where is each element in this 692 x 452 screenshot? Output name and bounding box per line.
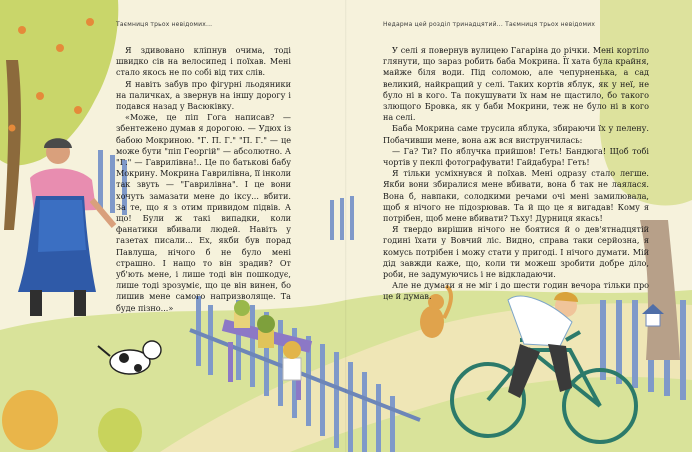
paragraph: Я тільки усміхнувся й поїхав. Мені одразу стало легше. Якби вони збиралися мене вбивати, вона б так не лаялася. Вона б, навпаки, солодкими речами очі мені замилювала, щоб я нічого не підозрював. Та й що це я вигадав! Кому я потрібен, щоб мене вбивати? Тьху! Дурниця якась! (383, 168, 649, 224)
paragraph: Я навіть забув про фігурні льодяники на паличках, а звернув на іншу дорогу і подався назад у Васюківку. (116, 78, 291, 112)
paragraph: Я твердо вирішив нічого не боятися й о дев'ятнадцятій годині їхати у Вовчий ліс. Видно, справа таки серйозна, я комусь потрібен і можу стати у пригоді. І нічого думати. Мій дід завжди каже, що, коли ти можеш зробити добре діло, роби, не задумуючись і не відкладаючи. (383, 224, 649, 280)
paragraph: Але не думати я не міг і до шести годин вечора тільки про це й думав. (383, 280, 649, 302)
paragraph: «Може, це піп Гога написав? — збентежено думав я дорогою. — Удюх із бабою Мокриною. "Г. П. Г." "П. Г." — це може бути "піп Георгій" — абсолютно. А "Г." — Гаврилівна!.. Це по батькові бабу Мокрину. Мокрина Гаврилівна, її інколи так звуть — "Гаврилівна". І це вони хочуть замазати мене до іксу... вбити. За те, що я з отим привидом підвів. А що! Були ж такі випадки, коли фанатики вбивали людей. Навіть у газетах писали... Ех, якби був порад Павлуша, нічого б не було мені страшно. І нащо то він зрадив? От уб'ють мене, і лише тоді він пошкодує, лише тоді зрозуміє, що це він винен, бо лишив мене самого напризволяще. Та буде пізно...» (116, 112, 291, 313)
right-body-text (383, 45, 649, 303)
right-running-head: Недарма цей розділ тринадцятий... Таємниця трьох невідомих (383, 21, 596, 28)
paragraph: Я здивовано кліпнув очима, тоді швидко сів на велосипед і поїхав. Мені стало якось не по собі від тих слів. (116, 45, 291, 78)
paragraph: У селі я повернув вулицею Гагаріна до річки. Мені кортіло глянути, що зараз робить баба Мокрина. Її хата була крайня, майже біля води. Під соломою, але чепурненька, а сад великий, найкращий у селі. Таких кортів яблук, як у неї, не було ні в кого. Та покушувати їх нам не щастило, бо такого злющого Бровка, як у баби Мокрини, теж не було ні в кого на селі. (383, 45, 649, 123)
paragraph: Баба Мокрина саме трусила яблука, збираючи їх у пелену. Побачивши мене, вона аж вся виструнчилась: (383, 123, 649, 145)
right-page (346, 0, 692, 452)
paragraph: — Га? Ти? По яблучка прийшов! Геть! Бандюга! Щоб тобі чортів у пеклі фотографувати! Гайдабура! Геть! (383, 145, 649, 168)
left-running-head: Таємниця трьох невідомих... (116, 21, 213, 28)
left-body-text (116, 45, 291, 314)
